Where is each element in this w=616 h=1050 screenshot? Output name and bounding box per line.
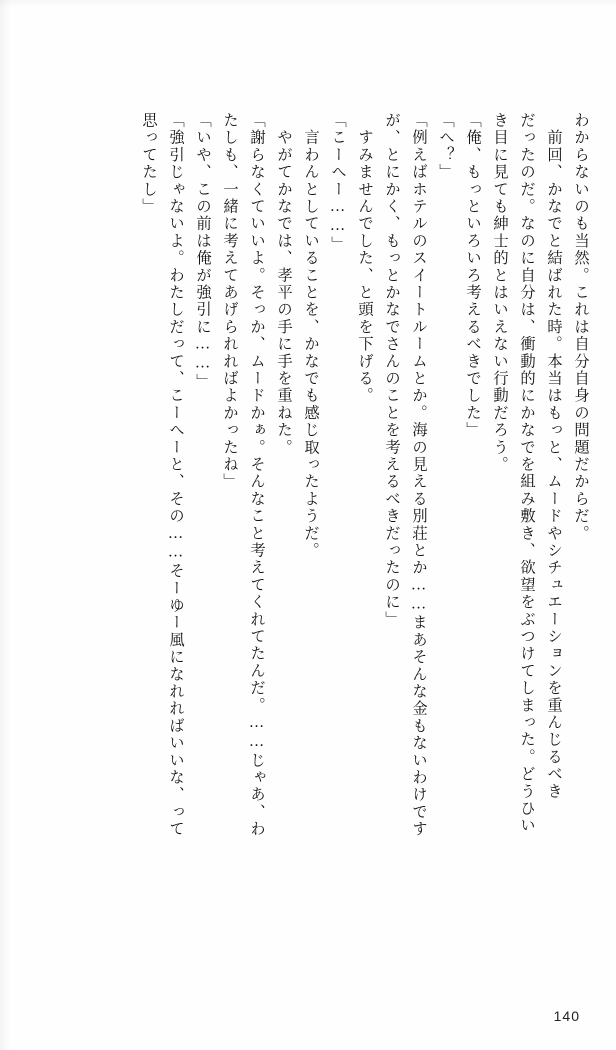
text-column: たしも、一緒に考えてあげられればよかったね」: [221, 112, 238, 491]
text-column: 「例えばホテルのスイートルームとか。海の見える別荘とか……まあそんな金もないわけです: [410, 112, 427, 838]
text-column: 言わんとしていることを、かなでも感じ取ったようだ。: [302, 112, 319, 560]
text-column: き目に見ても紳士的とはいえない行動だろう。: [491, 112, 508, 474]
text-column: すみませんでした、と頭を下げる。: [356, 112, 373, 405]
text-column: 「俺、もっといろいろ考えるべきでした」: [464, 112, 481, 439]
text-column: が、とにかく、もっとかなでさんのことを考えるべきだったのに」: [383, 112, 400, 628]
text-column: だったのだ。なのに自分は、衝動的にかなでを組み敷き、欲望をぶつけてしまった。どうひい: [518, 112, 535, 835]
text-column: 思ってたし」: [140, 112, 157, 216]
vertical-text-body: [40, 112, 588, 992]
text-column: 「いや、この前は俺が強引に……」: [194, 112, 211, 391]
text-column: 「謝らなくていいよ。そっか、ムードかぁ。そんなこと考えてくれてたんだ。……じゃあ、わ: [248, 112, 265, 838]
page-edge-shading-left: [0, 0, 10, 1050]
text-column: 前回、かなでと結ばれた時。本当はもっと、ムードやシチュエーションを重んじるべき: [545, 112, 562, 800]
page-edge-shading-top: [0, 0, 616, 8]
text-column: 「こーへー……」: [329, 112, 346, 253]
text-column: 「へ？」: [437, 112, 454, 181]
text-column: 「強引じゃないよ。わたしだって、こーへーと、その……そーゆー風になれればいいな、って: [167, 112, 184, 838]
page-number: 140: [553, 1008, 580, 1024]
text-column: わからないのも当然。これは自分自身の問題だからだ。: [572, 112, 589, 542]
text-column: やがてかなでは、孝平の手に手を重ねた。: [275, 112, 292, 456]
